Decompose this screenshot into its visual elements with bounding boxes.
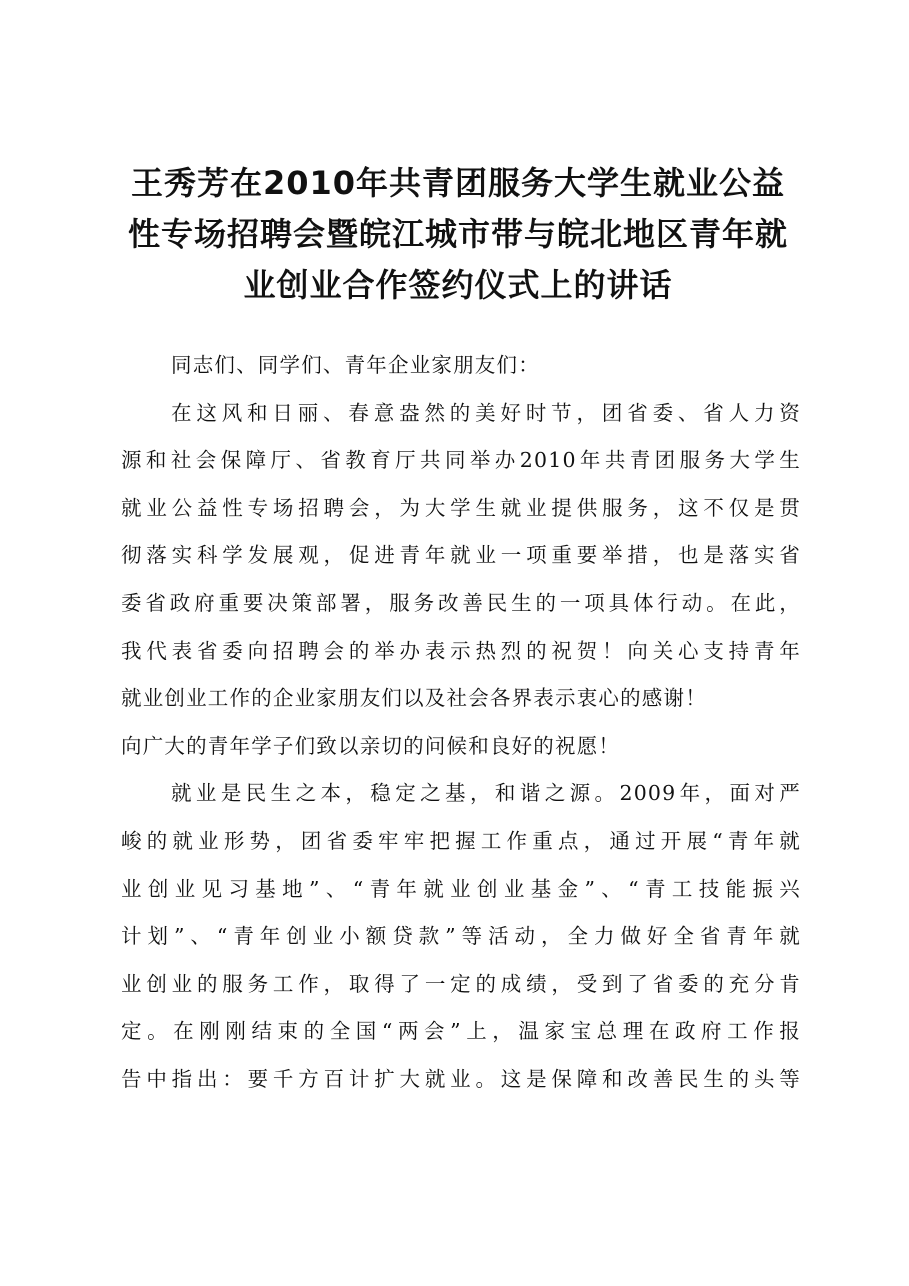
body-line: 委省政府重要决策部署，服务改善民生的一项具体行动。在此， (121, 590, 801, 615)
salutation-line: 同志们、同学们、青年企业家朋友们： (171, 353, 540, 377)
title-line: 业创业合作签约仪式上的讲话 (243, 266, 673, 304)
body-line: 就业是民生之本，稳定之基，和谐之源。2009年，面对严 (171, 781, 801, 806)
body-line: 我代表省委向招聘会的举办表示热烈的祝贺！向关心支持青年 (121, 638, 801, 663)
body-line: 峻的就业形势，团省委牢牢把握工作重点，通过开展“青年就 (121, 828, 801, 853)
body-line: 计划”、“青年创业小额贷款”等活动，全力做好全省青年就 (121, 924, 801, 949)
body-line: 业创业见习基地”、“青年就业创业基金”、“青工技能振兴 (121, 876, 801, 901)
title-line: 性专场招聘会暨皖江城市带与皖北地区青年就 (127, 215, 788, 253)
speech-body (121, 342, 801, 1104)
body-line: 定。在刚刚结束的全国“两会”上，温家宝总理在政府工作报 (121, 1019, 801, 1044)
body-line: 就业创业工作的企业家朋友们以及社会各界表示衷心的感谢！ (121, 686, 707, 711)
document-title (118, 158, 798, 311)
body-line: 业创业的服务工作，取得了一定的成绩，受到了省委的充分肯 (121, 971, 801, 996)
title-line: 王秀芳在2010年共青团服务大学生就业公益 (130, 164, 786, 202)
body-line: 彻落实科学发展观，促进青年就业一项重要举措，也是落实省 (121, 543, 801, 568)
body-line: 向广大的青年学子们致以亲切的问候和良好的祝愿！ (121, 733, 621, 758)
body-line: 就业公益性专场招聘会，为大学生就业提供服务，这不仅是贯 (121, 495, 801, 520)
body-line: 源和社会保障厅、省教育厅共同举办2010年共青团服务大学生 (121, 448, 801, 473)
body-line: 告中指出：要千方百计扩大就业。这是保障和改善民生的头等 (121, 1066, 801, 1091)
body-line: 在这风和日丽、春意盎然的美好时节，团省委、省人力资 (171, 400, 801, 425)
